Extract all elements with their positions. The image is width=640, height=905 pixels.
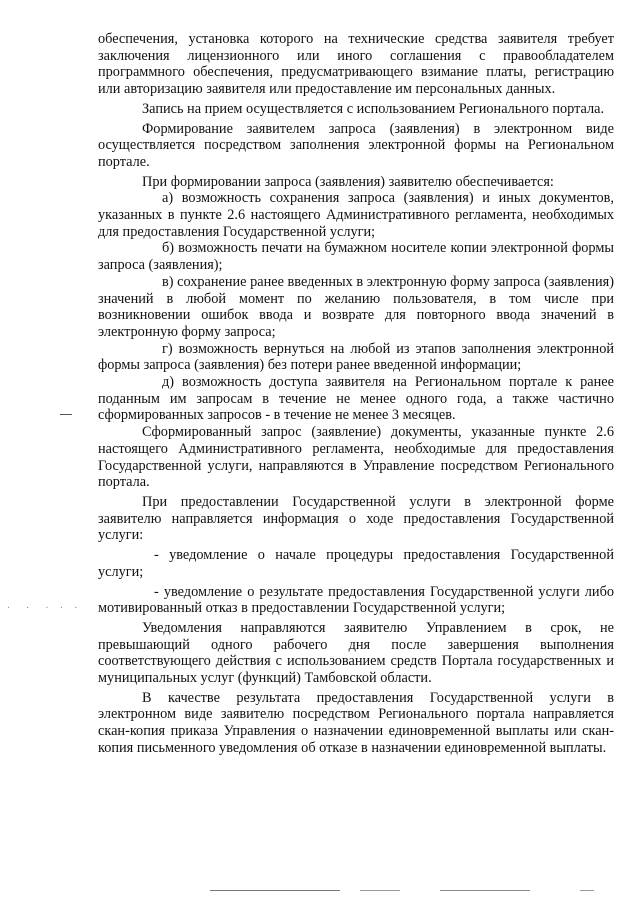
paragraph-appointment: Запись на прием осуществляется с использованием Регионального портала. [142, 100, 605, 117]
paragraph-provisions-intro: При формировании запроса (заявления) заявителю обеспечивается: [142, 173, 554, 190]
list-item-d: д) возможность доступа заявителя на Региональном портале к ранее поданным им запросам в течение не менее одного года, а также частично сформированных запросов - в течение не менее 3 месяцев. [98, 374, 614, 424]
footer-scan-line [440, 890, 530, 891]
bullet-result-notification: - уведомление о результате предоставления Государственной услуги либо мотивированный отказ в предоставлении Государственной услуги; [98, 583, 614, 617]
footer-scan-line [360, 890, 400, 891]
paragraph-result: В качестве результата предоставления Государственной услуги в электронном виде заявителю посредством Регионального портала направляется скан-копия приказа Управления о назначении единовременной выплаты или скан-копия письменного уведомления об отказе в назначении единовременной выплаты. [98, 689, 614, 756]
paragraph-notifications: Уведомления направляются заявителю Управлением в срок, не превышающий одного рабочего дня после завершения выполнения соответствующего действия с использованием средств Портала государственных и муниципальных услуг (функций) Тамбовской области. [98, 619, 614, 687]
footer-scan-line [580, 890, 594, 891]
footer-scan-line [210, 890, 340, 891]
document-body [98, 31, 614, 757]
scan-mark [60, 414, 72, 415]
bullet-start-notification: - уведомление о начале процедуры предоставления Государственной услуги; [98, 547, 614, 580]
list-item-v: в) сохранение ранее введенных в электронную форму запроса (заявления) значений в любой момент по желанию пользователя, в том числе при возникновении ошибок ввода и возврате для повторного ввода значений в электронную форму запроса; [98, 273, 614, 340]
paragraph-formed-request: Сформированный запрос (заявление) документы, указанные пункте 2.6 настоящего Административного регламента, необходимые для предоставления Государственной услуги, направляются в Управление посредством Регионального портала. [98, 424, 614, 491]
list-item-b: б) возможность печати на бумажном носителе копии электронной формы запроса (заявления); [98, 240, 614, 274]
scan-dots: . . . . . [6, 601, 79, 610]
list-item-a: а) возможность сохранения запроса (заявления) и иных документов, указанных в пункте 2.6 настоящего Административного регламента, необходимых для предоставления Государственной услуги; [98, 190, 614, 240]
paragraph-request-forming: Формирование заявителем запроса (заявления) в электронном виде осуществляется посредством заполнения электронной формы на Региональном портале. [98, 120, 614, 170]
paragraph-continuation: обеспечения, установка которого на технические средства заявителя требует заключения лицензионного или иного соглашения с правообладателем программного обеспечения, предусматривающего взимание платы, регистрацию или авторизацию заявителя или предоставление им персональных данных. [98, 31, 614, 98]
list-item-g: г) возможность вернуться на любой из этапов заполнения электронной формы запроса (заявления) без потери ранее введенной информации; [98, 340, 614, 374]
paragraph-status-info: При предоставлении Государственной услуги в электронной форме заявителю направляется информация о ходе предоставления Государственной услуги: [98, 493, 614, 544]
